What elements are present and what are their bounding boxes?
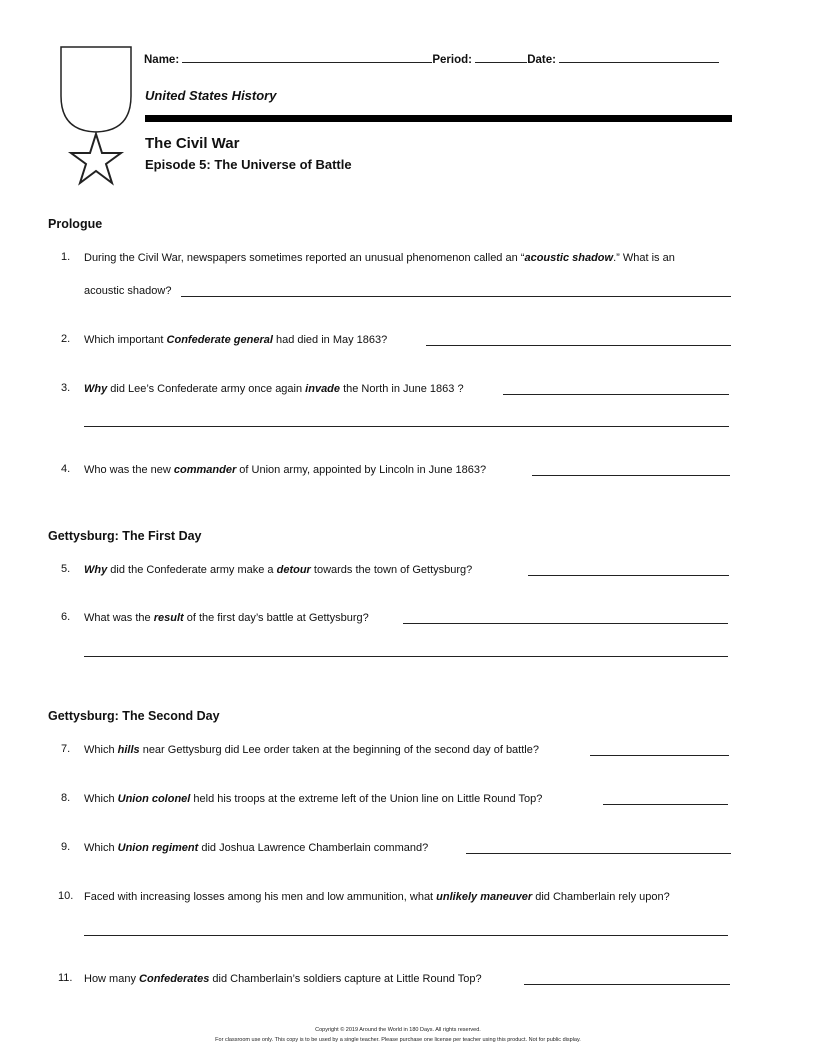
- section-second-day: Gettysburg: The Second Day: [48, 709, 220, 723]
- q5-text-b: did the Confederate army make a: [107, 564, 277, 576]
- q7-number: 7.: [61, 743, 71, 755]
- q11-text-a: How many: [84, 973, 140, 985]
- q6-text-a: What was the: [84, 612, 154, 624]
- q10-emphasis: unlikely maneuver: [436, 891, 533, 903]
- period-label: Period:: [432, 54, 472, 66]
- q6-text-c: of the first day’s battle at Gettysburg?: [183, 612, 369, 624]
- copyright-line: Copyright © 2019 Around the World in 180 Days. All rights reserved.: [315, 1027, 481, 1033]
- q10-text-c: did Chamberlain rely upon?: [532, 891, 670, 903]
- q6-emphasis: result: [153, 612, 184, 624]
- q1-text-line2: acoustic shadow?: [84, 285, 172, 297]
- q8-text: [84, 792, 542, 806]
- q3-emphasis-why: Why: [84, 383, 108, 395]
- q3-text: [84, 382, 464, 396]
- q1-text: [84, 251, 675, 265]
- q2-number: 2.: [61, 333, 71, 345]
- section-first-day: Gettysburg: The First Day: [48, 529, 202, 543]
- q8-number: 8.: [61, 792, 71, 804]
- q9-text-c: did Joshua Lawrence Chamberlain command?: [198, 842, 429, 854]
- q6-answer-line-2[interactable]: [84, 656, 728, 657]
- q10-number: 10.: [58, 890, 74, 902]
- q6-text: [84, 611, 369, 625]
- q9-text: [84, 841, 428, 855]
- period-field[interactable]: [475, 50, 527, 63]
- q1-emphasis: acoustic shadow: [524, 252, 614, 264]
- q3-answer-line-2[interactable]: [84, 426, 729, 427]
- section-prologue: Prologue: [48, 217, 103, 231]
- q1-answer-line[interactable]: [181, 296, 731, 297]
- q10-answer-line[interactable]: [84, 935, 728, 936]
- q8-emphasis: Union colonel: [117, 793, 191, 805]
- q4-emphasis: commander: [173, 464, 237, 476]
- q3-emphasis-invade: invade: [305, 383, 341, 395]
- q4-text: [84, 463, 486, 477]
- course-name: United States History: [145, 88, 277, 103]
- q5-answer-line[interactable]: [528, 575, 729, 576]
- q7-emphasis: hills: [117, 744, 140, 756]
- q4-text-c: of Union army, appointed by Lincoln in June 1863?: [236, 464, 487, 476]
- q1-number: 1.: [61, 251, 71, 263]
- q4-text-a: Who was the new: [84, 464, 174, 476]
- name-field[interactable]: [182, 50, 432, 63]
- q3-text-b: did Lee’s Confederate army once again: [107, 383, 306, 395]
- q2-text: [84, 333, 387, 347]
- q1-text-c: .” What is an: [613, 252, 675, 264]
- q8-text-a: Which: [84, 793, 118, 805]
- q6-answer-line-1[interactable]: [403, 623, 728, 624]
- logo: [58, 46, 138, 191]
- page-title: The Civil War: [145, 135, 240, 152]
- q5-text: [84, 563, 472, 577]
- q6-number: 6.: [61, 611, 71, 623]
- q10-text-a: Faced with increasing losses among his men and low ammunition, what: [84, 891, 437, 903]
- q11-number: 11.: [58, 972, 73, 984]
- q8-text-c: held his troops at the extreme left of the Union line on Little Round Top?: [190, 793, 543, 805]
- q5-number: 5.: [61, 563, 71, 575]
- q4-number: 4.: [61, 463, 71, 475]
- q9-emphasis: Union regiment: [117, 842, 199, 854]
- q2-answer-line[interactable]: [426, 345, 731, 346]
- q5-emphasis-why: Why: [84, 564, 108, 576]
- q3-number: 3.: [61, 382, 71, 394]
- episode-title: Episode 5: The Universe of Battle: [145, 157, 352, 172]
- q3-text-d: the North in June 1863 ?: [340, 383, 464, 395]
- header-rule: [145, 115, 732, 122]
- q4-answer-line[interactable]: [532, 475, 730, 476]
- name-label: Name:: [144, 54, 180, 66]
- shield-star-emblem: [58, 46, 138, 191]
- q2-text-c: had died in May 1863?: [272, 334, 388, 346]
- q2-emphasis: Confederate general: [166, 334, 273, 346]
- q9-text-a: Which: [84, 842, 118, 854]
- q7-text-c: near Gettysburg did Lee order taken at the beginning of the second day of battle?: [139, 744, 539, 756]
- license-line: For classroom use only. This copy is to be used by a single teacher. Please purchase one license per teacher using this product. Not for public display.: [215, 1037, 581, 1043]
- q7-text-a: Which: [84, 744, 118, 756]
- q1-text-a: During the Civil War, newspapers sometimes reported an unusual phenomenon called an “: [84, 252, 525, 264]
- q7-text: [84, 743, 539, 757]
- q7-answer-line[interactable]: [590, 755, 729, 756]
- q2-text-a: Which important: [84, 334, 167, 346]
- q9-number: 9.: [61, 841, 71, 853]
- q5-emphasis-detour: detour: [276, 564, 311, 576]
- q11-text-c: did Chamberlain’s soldiers capture at Little Round Top?: [209, 973, 482, 985]
- q11-answer-line[interactable]: [524, 984, 730, 985]
- q11-emphasis: Confederates: [139, 973, 210, 985]
- q10-text: [84, 890, 670, 904]
- date-field[interactable]: [559, 50, 719, 63]
- q11-text: [84, 972, 482, 986]
- q5-text-d: towards the town of Gettysburg?: [310, 564, 473, 576]
- q3-answer-line-1[interactable]: [503, 394, 729, 395]
- date-label: Date:: [527, 54, 556, 66]
- name-period-date-row: [144, 50, 719, 66]
- q9-answer-line[interactable]: [466, 853, 731, 854]
- q8-answer-line[interactable]: [603, 804, 728, 805]
